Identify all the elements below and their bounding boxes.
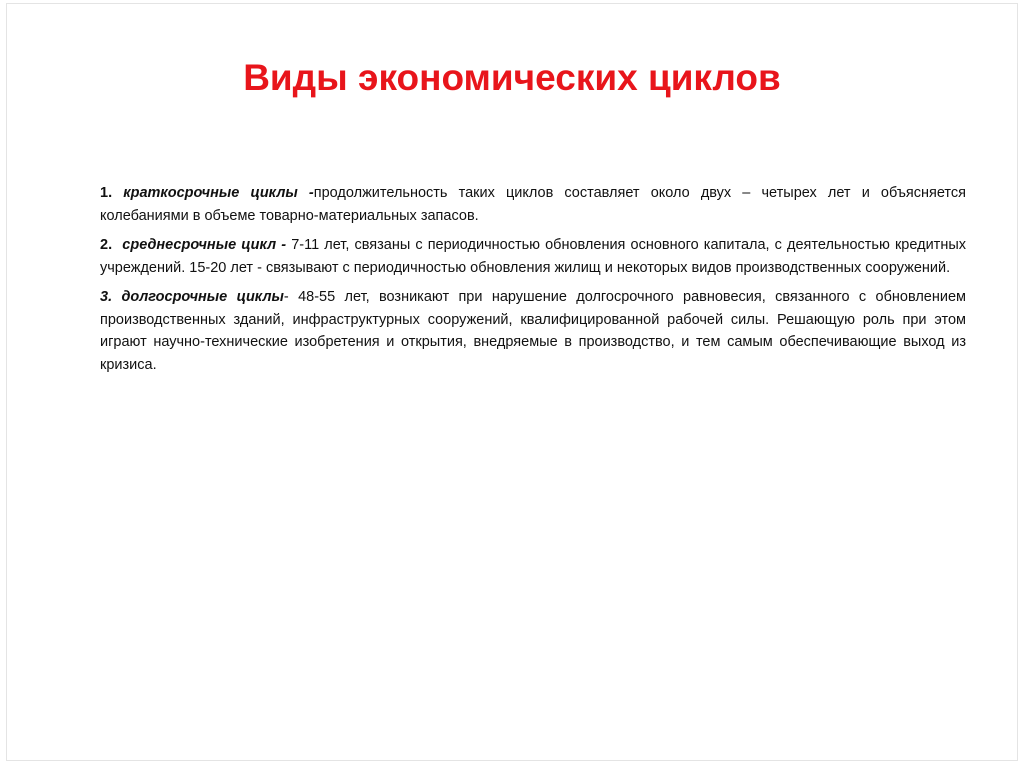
item-term: среднесрочные цикл - xyxy=(122,237,292,253)
item-text: продолжительность таких циклов составляет около двух – четырех лет и объясняется колебаниями в объеме товарно-материальных запасов. xyxy=(100,185,967,224)
item-text: - 48-55 лет, возникают при нарушение долгосрочного равновесия, связанного с обновлением производственных зданий, инфраструктурных сооружений, квалифицированной рабочей силы. Решающую роль при этом играют научно-технические изобретения и открытия, внедряемые в производство, и тем самым обеспечивающие выход из кризиса. xyxy=(100,289,966,373)
item-term: краткосрочные циклы - xyxy=(123,185,314,201)
item-number: 2. xyxy=(100,237,123,253)
item-number: 1. xyxy=(100,185,124,201)
cycle-item-medium-term xyxy=(100,234,966,279)
slide-title: Виды экономических циклов xyxy=(243,57,781,98)
item-term: 3. долгосрочные циклы xyxy=(100,289,284,305)
item-text: 7-11 лет, связаны с периодичностью обновления основного капитала, с деятельностью кредитных учреждений. 15-20 лет - связывают с периодичностью обновления жилищ и некоторых видов производственных сооружений. xyxy=(100,237,966,276)
slide-body xyxy=(100,182,966,383)
cycle-item-short-term xyxy=(100,182,966,227)
cycle-item-long-term xyxy=(100,286,966,376)
slide xyxy=(6,3,1018,761)
